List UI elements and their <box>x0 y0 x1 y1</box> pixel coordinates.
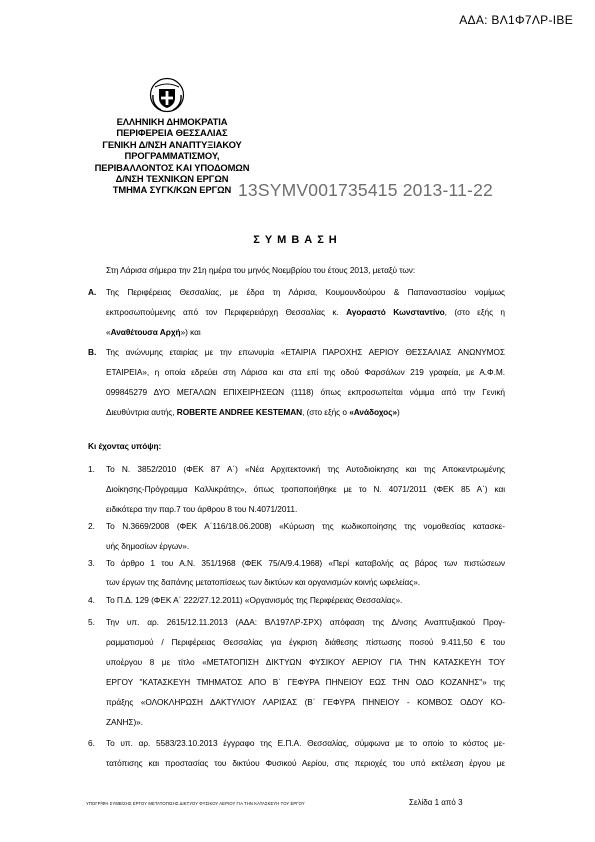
intro-text: Στη Λάρισα σήμερα την 21η ημέρα του μηνός Νοεμβρίου του έτους 2013, μεταξύ των: <box>106 265 416 275</box>
party-a-text: « <box>106 327 111 337</box>
party-b-line <box>106 402 400 422</box>
header-line: ΤΜΗΜΑ ΣΥΓΚ/ΚΩΝ ΕΡΓΩΝ <box>112 184 232 196</box>
item-line: ραμματισμού / Περιφέρειας Θεσσαλίας για έγκριση διάθεσης πίστωσης ποσού 9.411,50 € του <box>106 637 505 647</box>
header-line: ΕΛΛΗΝΙΚΗ ΔΗΜΟΚΡΑΤΙΑ <box>116 116 228 127</box>
party-b-text: , (στο εξής ο <box>302 407 347 417</box>
party-a-text: ») και <box>180 327 201 337</box>
item-number: 2. <box>88 521 95 531</box>
party-a-text: εκπροσωπούμενης από τον Περιφερειάρχη Θεσσαλίας κ. <box>106 307 339 317</box>
item-line: Το Ν. 3852/2010 (ΦΕΚ 87 Α΄) «Νέα Αρχιτεκτονική της Αυτοδιοίκησης και της Αποκεντρωμένης <box>106 464 505 474</box>
party-a-line <box>106 302 505 322</box>
party-a-line: Της Περιφέρειας Θεσσαλίας, με έδρα τη Λάρισα, Κουμουνδούρου & Παπαναστασίου νομίμως <box>106 287 505 297</box>
party-b-text: ) <box>397 407 400 417</box>
page-number: Σελίδα 1 από 3 <box>409 798 463 807</box>
item-line: των έργων της δαπάνης μετατοπίσεως των δικτύων και οργανισμών κοινής ωφελείας». <box>106 577 421 587</box>
item-line: Την υπ. αρ. 2615/12.11.2013 (ΑΔΑ: ΒΛ197ΛΡ-ΣΡΧ) απόφαση της Δ/νσης Αναπτυξιακού Προγ- <box>106 617 505 627</box>
party-a-line <box>106 322 201 342</box>
party-b-line: 099845279 ΔΥΟ ΜΕΓΑΛΩΝ ΕΠΙΧΕΙΡΗΣΕΩΝ (1118) όπως εκπροσωπείται νόμιμα από την Γενική <box>106 387 505 397</box>
party-b-role: «Ανάδοχος» <box>349 407 398 417</box>
item-number: 3. <box>88 558 95 568</box>
item-line: Διοίκησης-Πρόγραμμα Καλλικράτης», όπως τροποποιήθηκε με το Ν. 4071/2011 (ΦΕΚ 85 Α΄) και <box>106 484 505 494</box>
item-number: 6. <box>88 738 95 748</box>
party-b-label: Β. <box>88 347 97 357</box>
item-line: Το Π.Δ. 129 (ΦΕΚ Α΄ 222/27.12.2011) «Οργανισμός της Περιφέρειας Θεσσαλίας». <box>106 595 403 605</box>
party-b-line: Της ανώνυμης εταιρίας με την επωνυμία «ΕΤΑΙΡΙΑ ΠΑΡΟΧΗΣ ΑΕΡΙΟΥ ΘΕΣΣΑΛΙΑΣ ΑΝΩΝΥΜΟΣ <box>106 347 505 357</box>
party-a-label: Α. <box>88 287 97 297</box>
contract-title: ΣΥΜΒΑΣΗ <box>253 234 342 246</box>
header-line: ΠΕΡΙΒΑΛΛΟΝΤΟΣ ΚΑΙ ΥΠΟΔΟΜΩΝ <box>94 161 250 173</box>
item-line: υής δημοσίων έργων». <box>106 541 190 551</box>
header-line: ΠΡΟΓΡΑΜΜΑΤΙΣΜΟΥ, <box>124 150 220 162</box>
party-b-text: Διευθύντρια αυτής, <box>106 407 175 417</box>
considering-heading: Κι έχοντας υπόψη: <box>88 441 162 451</box>
item-line: υποέργου 8 με τίτλο «ΜΕΤΑΤΟΠΙΣΗ ΔΙΚΤΥΩΝ ΦΥΣΙΚΟΥ ΑΕΡΙΟΥ ΓΙΑ ΤΗΝ ΚΑΤΑΣΚΕΥΗ ΤΟΥ <box>106 657 505 667</box>
header-line: ΠΕΡΙΦΕΡΕΙΑ ΘΕΣΣΑΛΙΑΣ <box>116 127 228 139</box>
item-line: Το υπ. αρ. 5583/23.10.2013 έγγραφο της Ε.Π.Α. Θεσσαλίας, σύμφωνα με το οποίο το κόστος με- <box>106 738 505 748</box>
greek-emblem-icon <box>149 77 185 113</box>
header-line: Δ/ΝΣΗ ΤΕΧΝΙΚΩΝ ΕΡΓΩΝ <box>115 173 229 185</box>
item-line: Το Ν.3669/2008 (ΦΕΚ Α΄116/18.06.2008) «Κύρωση της κωδικοποίησης της νομοθεσίας κατασκε- <box>106 521 505 531</box>
party-b-representative: ROBERTE ANDREE KESTEMAN <box>176 407 303 417</box>
ada-code: ΑΔΑ: ΒΛ1Φ7ΛΡ-ΙΒΕ <box>459 13 573 27</box>
item-line: πράξης «ΟΛΟΚΛΗΡΩΣΗ ΔΑΚΤΥΛΙΟΥ ΛΑΡΙΣΑΣ (Β΄ ΓΕΦΥΡΑ ΠΗΝΕΙΟΥ - ΚΟΜΒΟΣ ΟΔΟΥ ΚΟ- <box>106 697 505 707</box>
party-b-line: ΕΤΑΙΡΕΙΑ», η οποία εδρεύει στη Λάρισα και στα επί της οδού Φαρσάλων 219 γραφεία, με Α.Φ.Μ. <box>106 367 505 377</box>
document-code: 13SYMV001735415 2013-11-22 <box>238 180 493 200</box>
item-line: ΖΑΝΗΣ)». <box>106 717 143 727</box>
item-line: Το άρθρο 1 του Α.Ν. 351/1968 (ΦΕΚ 75/Α/9.4.1968) «Περί καταβολής ας βάρος των πιστώσεων <box>106 558 505 568</box>
authority-header <box>92 116 252 196</box>
footer-document-title: ΥΠΟΓΡ/ΦΗ ΣΥΜΒ/ΣΗΣ ΕΡΓΟΥ ΜΕΤΑΤΟΠΙΣΗΣ ΔΙΚΤΥΟΥ ΦΥΣΙΚΟΥ ΑΕΡΙΟΥ ΓΙΑ ΤΗΝ ΚΑΤΑΣΚΕΥΗ ΤΟΥ ΕΡΓΟΥ <box>86 801 305 806</box>
item-number: 4. <box>88 595 95 605</box>
item-number: 1. <box>88 464 95 474</box>
item-line: ειδικότερα την παρ.7 του άρθρου 8 του Ν.4071/2011. <box>106 504 298 514</box>
item-line: τατόπισης και προστασίας του δικτύου Φυσικού Αερίου, στις περιοχές του υπό εκτέλεση έργου με <box>106 758 505 768</box>
party-a-text: , (στο εξής η <box>444 307 505 317</box>
party-a-representative: Αγοραστό Κωνσταντίνο <box>346 307 445 317</box>
item-number: 5. <box>88 617 95 627</box>
party-a-role: Αναθέτουσα Αρχή <box>110 327 181 337</box>
header-line: ΓΕΝΙΚΗ Δ/ΝΣΗ ΑΝΑΠΤΥΞΙΑΚΟΥ <box>102 138 242 150</box>
item-line: ΕΡΓΟΥ "ΚΑΤΑΣΚΕΥΗ ΤΜΗΜΑΤΟΣ ΑΠΟ Β΄ ΓΕΦΥΡΑ ΠΗΝΕΙΟΥ ΕΩΣ ΤΗΝ ΟΔΟ ΚΟΖΑΝΗΣ"» της <box>106 677 505 687</box>
